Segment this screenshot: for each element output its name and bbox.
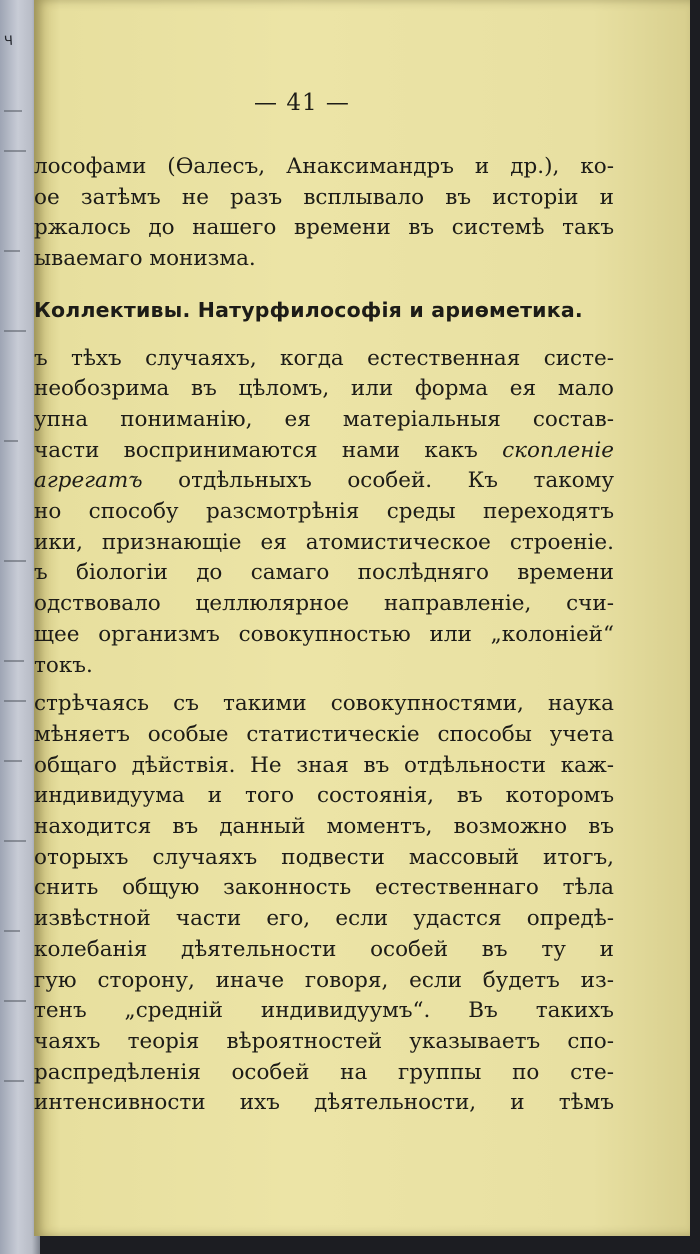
text-line: колебанія дѣятельности особей въ ту и — [34, 936, 614, 962]
text-line — [34, 436, 614, 467]
text-line — [34, 466, 614, 497]
text-line: извѣстной части его, если удастся опредѣ- — [34, 906, 614, 932]
text-line: общаго дѣйствія. Не зная въ отдѣльности каж- — [34, 752, 614, 778]
text-line: индивидуума и того состоянія, въ которомъ — [34, 783, 614, 809]
text-line: ъ тѣхъ случаяхъ, когда естественная систе- — [34, 345, 614, 371]
text-line: гую сторону, иначе говоря, если будетъ из- — [34, 967, 614, 993]
text-line: одствовало целлюлярное направленіе, счи- — [34, 591, 614, 617]
text-line: ываемаго монизма. — [34, 246, 256, 272]
text-line: щее организмъ совокупностью или „колоніей“ — [34, 621, 614, 647]
italic-term: скопленіе — [502, 437, 614, 463]
text-line: но способу разсмотрѣнія среды переходятъ — [34, 499, 614, 525]
text-line: необозрима въ цѣломъ, или форма ея мало — [34, 376, 614, 402]
text-segment: части воспринимаются нами какъ — [34, 437, 478, 463]
text-line: упна пониманію, ея матеріальныя состав- — [34, 406, 614, 432]
text-line: находится въ данный моментъ, возможно въ — [34, 814, 614, 840]
text-line: распредѣленія особей на группы по сте- — [34, 1059, 614, 1085]
text-line: тенъ „средній индивидуумъ“. Въ такихъ — [34, 998, 614, 1024]
text-line: интенсивности ихъ дѣятельности, и тѣмъ — [34, 1090, 614, 1116]
italic-term: агрегатъ — [34, 468, 143, 494]
text-line: ъ біологіи до самаго послѣдняго времени — [34, 560, 614, 586]
text-segment: отдѣльныхъ особей. Къ такому — [178, 468, 614, 494]
text-line: токъ. — [34, 652, 93, 678]
page-number: — 41 — — [254, 90, 350, 116]
section-heading: Коллективы. Натурфилософія и ариѳметика. — [34, 297, 583, 322]
text-line: ое затѣмъ не разъ всплывало въ исторіи и — [34, 184, 614, 210]
text-line: ржалось до нашего времени въ системѣ такъ — [34, 215, 614, 241]
text-line: оторыхъ случаяхъ подвести массовый итогъ, — [34, 844, 614, 870]
text-line: мѣняетъ особые статистическіе способы учета — [34, 721, 614, 747]
text-line: снить общую законность естественнаго тѣла — [34, 875, 614, 901]
text-line: лософами (Ѳалесъ, Анаксимандръ и др.), ко- — [34, 154, 614, 179]
text-line: ики, признающіе ея атомистическое строеніе. — [34, 529, 614, 555]
text-line: стрѣчаясь съ такими совокупностями, наука — [34, 691, 614, 717]
adjacent-page-glyphs: Ч — [3, 33, 14, 50]
book-page — [34, 0, 690, 1236]
text-line: чаяхъ теорія вѣроятностей указываетъ спо- — [34, 1028, 614, 1054]
body-text — [34, 152, 614, 1119]
